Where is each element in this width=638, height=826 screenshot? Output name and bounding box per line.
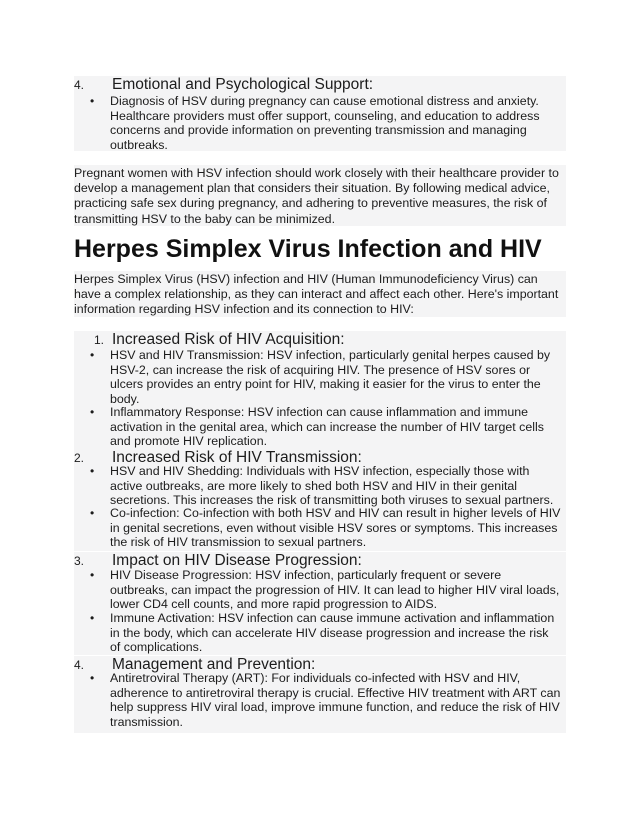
bullet-item xyxy=(90,611,566,655)
list-item-management xyxy=(74,656,566,733)
list-heading: Impact on HIV Disease Progression: xyxy=(112,552,362,569)
bullet-text: Inflammatory Response: HSV infection can cause inflammation and immune activation in the genital area, which can increase the number of HIV target cells and promote HIV replication. xyxy=(110,405,544,449)
list-number: 2. xyxy=(74,451,85,465)
bullet-dot: • xyxy=(90,671,95,685)
bullet-dot: • xyxy=(90,94,95,108)
list-item-progression xyxy=(74,552,566,655)
list-number: 4. xyxy=(74,78,85,92)
intro-paragraph: Herpes Simplex Virus (HSV) infection and HIV (Human Immunodeficiency Virus) can have a complex relationship, as they can interact and affect each other. Here's important information regarding HSV infection and its connection to HIV: xyxy=(74,272,559,317)
bullet-item xyxy=(90,405,566,449)
bullet-text: Co-infection: Co-infection with both HSV and HIV can result in higher levels of HIV in genital secretions, even without visible HSV sores or symptoms. This increases the risk of HIV transmission to sexual partners. xyxy=(110,506,561,550)
intro-paragraph-block xyxy=(74,271,566,317)
list-heading: Emotional and Psychological Support: xyxy=(112,76,374,93)
bullet-dot: • xyxy=(90,568,95,582)
list-number: 1. xyxy=(94,333,105,347)
bullet-item xyxy=(90,348,566,406)
bullet-dot: • xyxy=(90,405,95,419)
list-item-acquisition xyxy=(74,331,566,451)
page-title: Herpes Simplex Virus Infection and HIV xyxy=(74,235,542,263)
list-number: 4. xyxy=(74,658,85,672)
bullet-item xyxy=(90,568,566,612)
list-heading: Management and Prevention: xyxy=(112,656,316,673)
bullet-item xyxy=(90,671,566,729)
list-heading: Increased Risk of HIV Acquisition: xyxy=(112,331,345,348)
bullet-dot: • xyxy=(90,611,95,625)
list-item-transmission xyxy=(74,449,566,551)
bullet-text: Antiretroviral Therapy (ART): For individuals co-infected with HSV and HIV, adherence to antiretroviral therapy is crucial. Effective HIV treatment with ART can help suppress HIV viral load, improve immune function, and reduce the risk of HIV transmission. xyxy=(110,671,561,729)
bullet-item xyxy=(90,94,566,152)
bullet-text: HSV and HIV Transmission: HSV infection, particularly genital herpes caused by HSV-2, can increase the risk of acquiring HIV. The presence of HSV sores or ulcers provides an entry point for HIV, making it easier for the virus to enter the body. xyxy=(110,348,551,406)
bullet-dot: • xyxy=(90,464,95,478)
bullet-dot: • xyxy=(90,506,95,520)
bullet-dot: • xyxy=(90,348,95,362)
list-item-emotional-support xyxy=(74,76,566,151)
bullet-item xyxy=(90,506,566,550)
summary-paragraph-block xyxy=(74,165,566,226)
bullet-item xyxy=(90,464,566,508)
bullet-text: HSV and HIV Shedding: Individuals with HSV infection, especially those with active outbreaks, are more likely to shed both HSV and HIV in their genital secretions. This increases the risk of transmitting both viruses to sexual partners. xyxy=(110,464,554,508)
bullet-text: Immune Activation: HSV infection can cause immune activation and inflammation in the body, which can accelerate HIV disease progression and increase the risk of complications. xyxy=(110,611,555,655)
list-number: 3. xyxy=(74,554,85,568)
list-heading: Increased Risk of HIV Transmission: xyxy=(112,449,362,466)
summary-paragraph: Pregnant women with HSV infection should work closely with their healthcare provider to develop a management plan that considers their situation. By following medical advice, practicing safe sex during pregnancy, and adhering to preventive measures, the risk of transmitting HSV to the baby can be minimized. xyxy=(74,166,559,226)
bullet-text: HIV Disease Progression: HSV infection, particularly frequent or severe outbreaks, can impact the progression of HIV. It can lead to higher HIV viral loads, lower CD4 cell counts, and more rapid progression to AIDS. xyxy=(110,568,560,612)
bullet-text: Diagnosis of HSV during pregnancy can cause emotional distress and anxiety. Healthcare providers must offer support, counseling, and education to address concerns and provide information on preventing transmission and managing outbreaks. xyxy=(110,94,540,152)
